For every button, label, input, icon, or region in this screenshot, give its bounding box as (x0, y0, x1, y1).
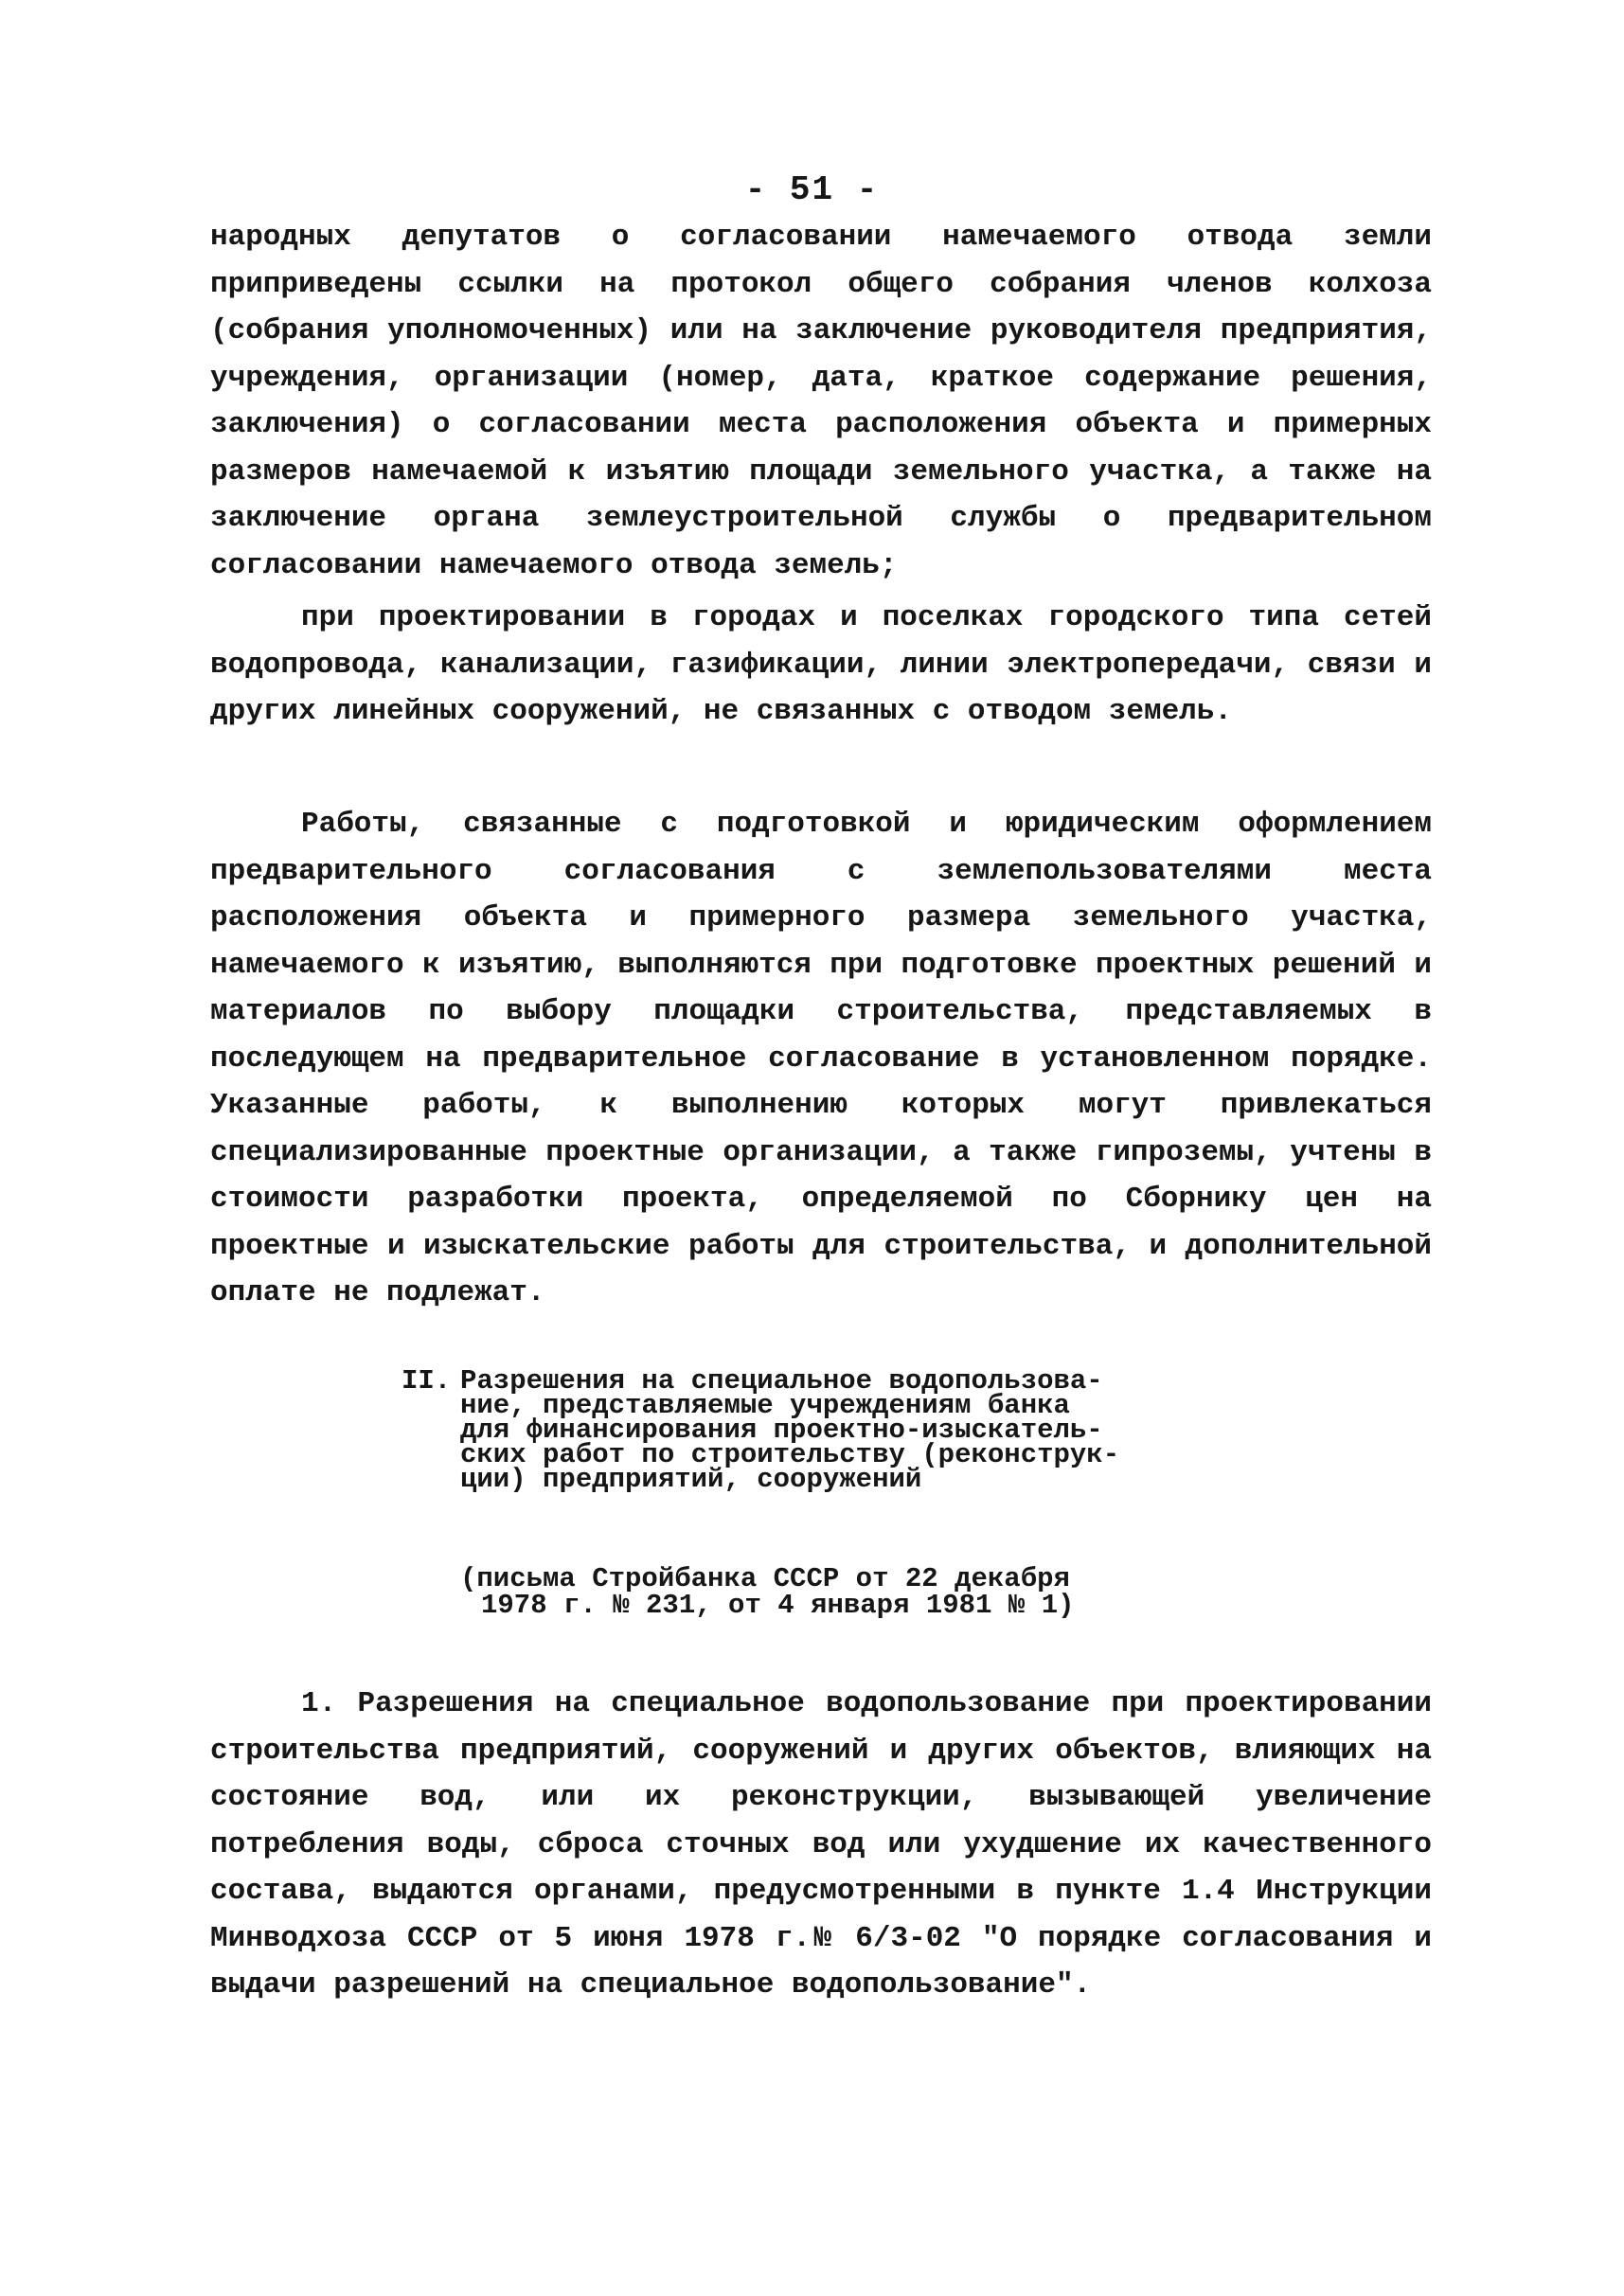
paragraph-linear-networks (210, 595, 1432, 736)
section-title-line: Разрешения на специальное водопользова- (460, 1365, 1103, 1397)
paragraph-text: Работы, связанные с подготовкой и юридическим оформлением предварительного согласования с землепользователями места расположения объекта и примерного размера земельного участка, намечаемого к изъятию, выполняются при подготовке проектных решений и материалов по выбору площадки строительства, представляемых в последующем на предварительное согласование в установленном порядке. Указанные работы, к выполнению которых могут привлекаться специализированные проектные организации, а также гипроземы, учтены в стоимости разработки проекта, определяемой по Сборнику цен на проектные и изыскательские работы для строительства, и дополнительной оплате не подлежат. (210, 808, 1432, 1309)
section-title-line: ние, представляемые учреждениям банка (460, 1390, 1070, 1421)
paragraph-works (210, 801, 1432, 1317)
section-title-line: для финансирования проектно-изыскатель- (460, 1415, 1103, 1446)
page-number: - 51 - (744, 170, 880, 209)
paragraph-water-use-permits (210, 1681, 1432, 2009)
section-heading (402, 1365, 1235, 1495)
source-note-line: 1978 г. № 231, от 4 января 1981 № 1) (481, 1590, 1075, 1621)
section-title-line: ских работ по строительству (реконструк- (460, 1439, 1120, 1470)
paragraph-text: при проектировании в городах и поселках городского типа сетей водопровода, канализации, газификации, линии электропередачи, связи и других линейных сооружений, не связанных с отводом земель. (210, 601, 1432, 728)
source-note-line: (письма Стройбанка СССР от 22 декабря (460, 1563, 1070, 1594)
paragraph-text: народных депутатов о согласовании намечаемого отвода земли приприведены ссылки на протокол общего собрания членов колхоза (собрания уполномоченных) или на заключение руководителя предприятия, учреждения, организации (номер, дата, краткое содержание решения, заключения) о согласовании места расположения объекта и примерных размеров намечаемой к изъятию площади земельного участка, а также на заключение органа землеустроительной службы о предварительном согласовании намечаемого отвода земель; (210, 221, 1432, 582)
section-source-note (460, 1563, 1199, 1621)
paragraph-text: 1. Разрешения на специальное водопользование при проектировании строительства предприятий, сооружений и других объектов, влияющих на состояние вод, или их реконструкции, вызывающей увеличение потребления воды, сброса сточных вод или ухудшение их качественного состава, выдаются органами, предусмотренными в пункте 1.4 Инструкции Минводхоза СССР от 5 июня 1978 г.№ 6/3-02 "О порядке согласования и выдачи разрешений на специальное водопользование". (210, 1687, 1432, 2002)
section-title-line: ции) предприятий, сооружений (460, 1464, 922, 1495)
section-number: II. (402, 1365, 452, 1397)
paragraph-continuation (210, 214, 1432, 589)
